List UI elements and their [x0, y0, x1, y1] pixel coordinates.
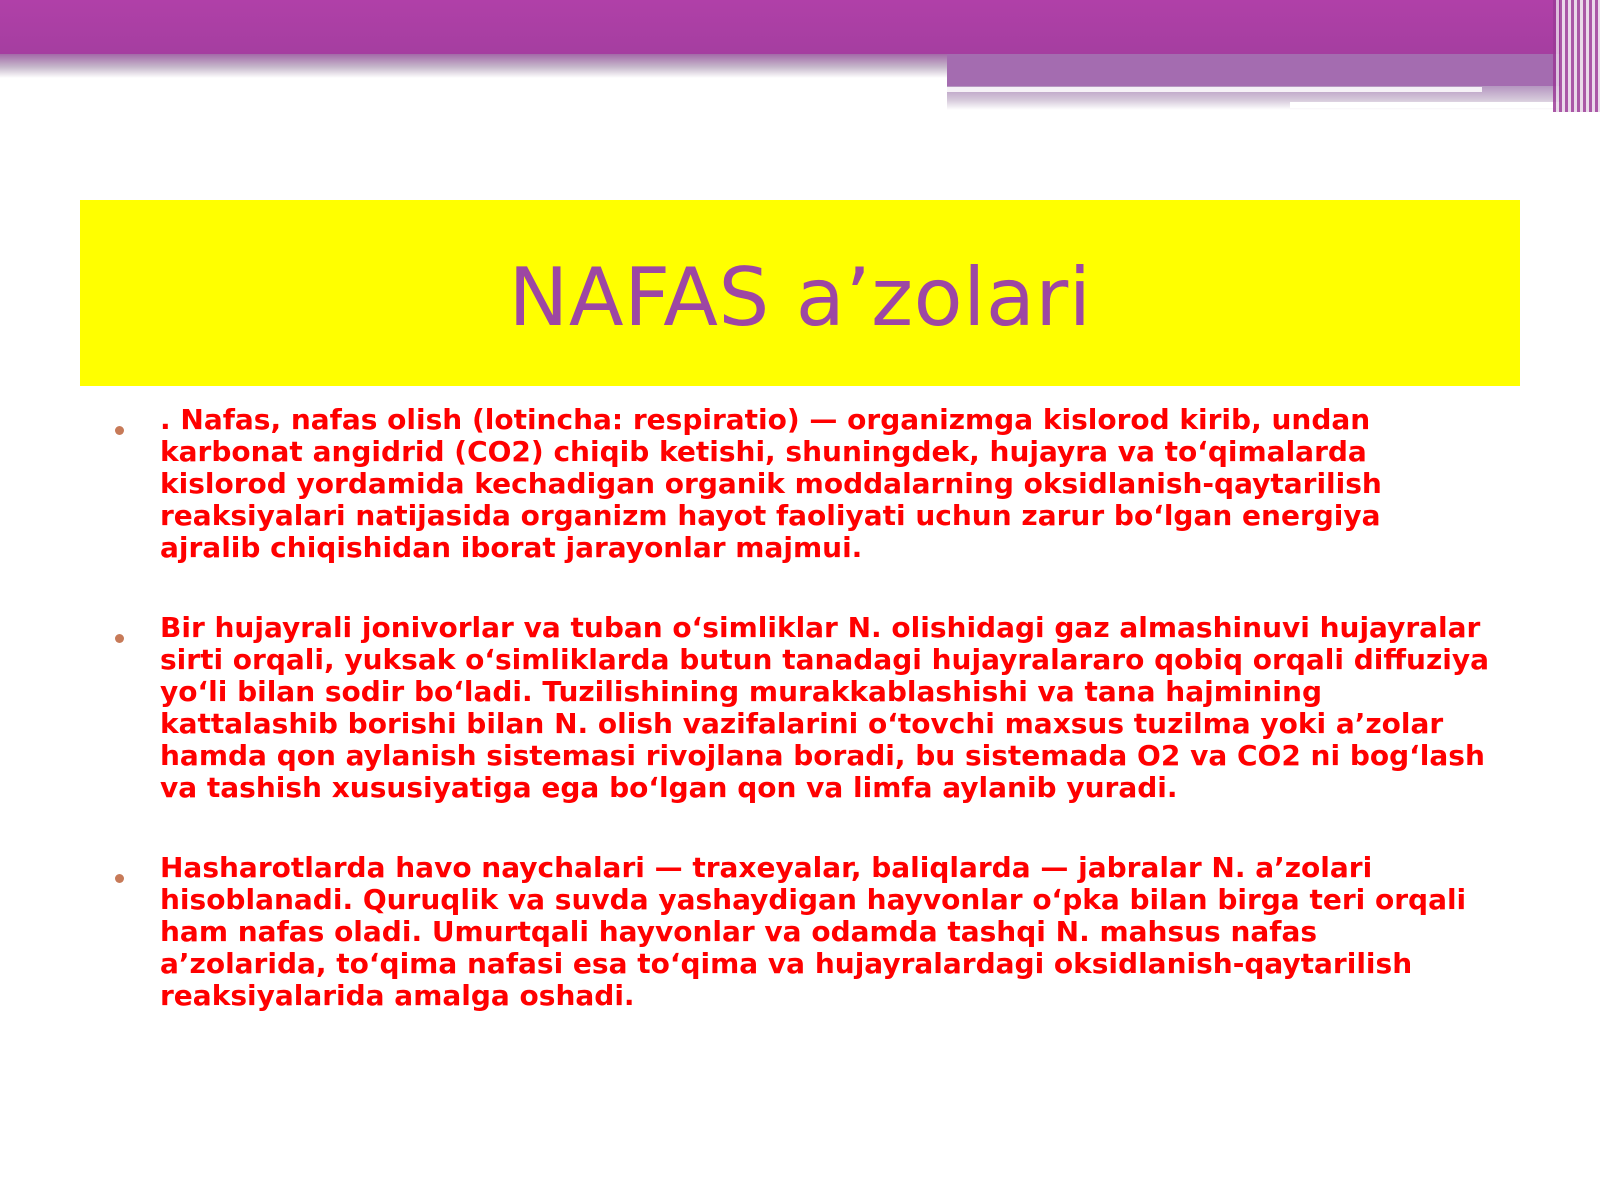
title-box: [80, 200, 1520, 386]
bullet-list: [110, 404, 1490, 1060]
bullet-item: [110, 404, 1490, 564]
banner-stripes: [1553, 0, 1600, 112]
bullet-dot-icon: [115, 874, 124, 883]
bullet-text: Hasharotlarda havo naychalari — traxeyalar, baliqlarda — jabralar N. a’zolari hisoblanadi. Quruqlik va suvda yashaydigan hayvonlar oʻpka bilan birga teri orqali ham nafas oladi. Umurtqali hayvonlar va odamda tashqi N. mahsus nafas a’zolarida, toʻqima nafasi esa toʻqima va hujayralardagi oksidlanish-qaytarilish reaksiyalarida amalga oshadi.: [160, 851, 1467, 1012]
bullet-text: . Nafas, nafas olish (lotincha: respiratio) — organizmga kislorod kirib, undan karbonat angidrid (CO2) chiqib ketishi, shuningdek, hujayra va toʻqimalarda kislorod yordamida kechadigan organik moddalarning oksidlanish-qaytarilish reaksiyalari natijasida organizm hayot faoliyati uchun zarur boʻlgan energiya ajralib chiqishidan iborat jarayonlar majmui.: [160, 403, 1382, 564]
bullet-text: Bir hujayrali jonivorlar va tuban oʻsimliklar N. olishidagi gaz almashinuvi hujayralar sirti orqali, yuksak oʻsimliklarda butun tanadagi hujayralararo qobiq orqali diffuziya yoʻli bilan sodir boʻladi. Tuzilishining murakkablashishi va tana hajmining kattalashib borishi bilan N. olish vazifalarini oʻtovchi maxsus tuzilma yoki a’zolar hamda qon aylanish sistemasi rivojlana boradi, bu sistemada O2 va CO2 ni bogʻlash va tashish xususiyatiga ega boʻlgan qon va limfa aylanib yuradi.: [160, 611, 1490, 804]
bullet-item: [110, 612, 1490, 804]
bullet-item: [110, 852, 1490, 1012]
top-banner: [0, 0, 1560, 54]
slide-title: NAFAS a’zolari: [508, 250, 1092, 344]
banner-highlight-line: [947, 87, 1482, 92]
bullet-dot-icon: [115, 634, 124, 643]
bullet-dot-icon: [115, 426, 124, 435]
banner-highlight-line-short: [1290, 102, 1565, 108]
banner-tab: [947, 54, 1560, 86]
